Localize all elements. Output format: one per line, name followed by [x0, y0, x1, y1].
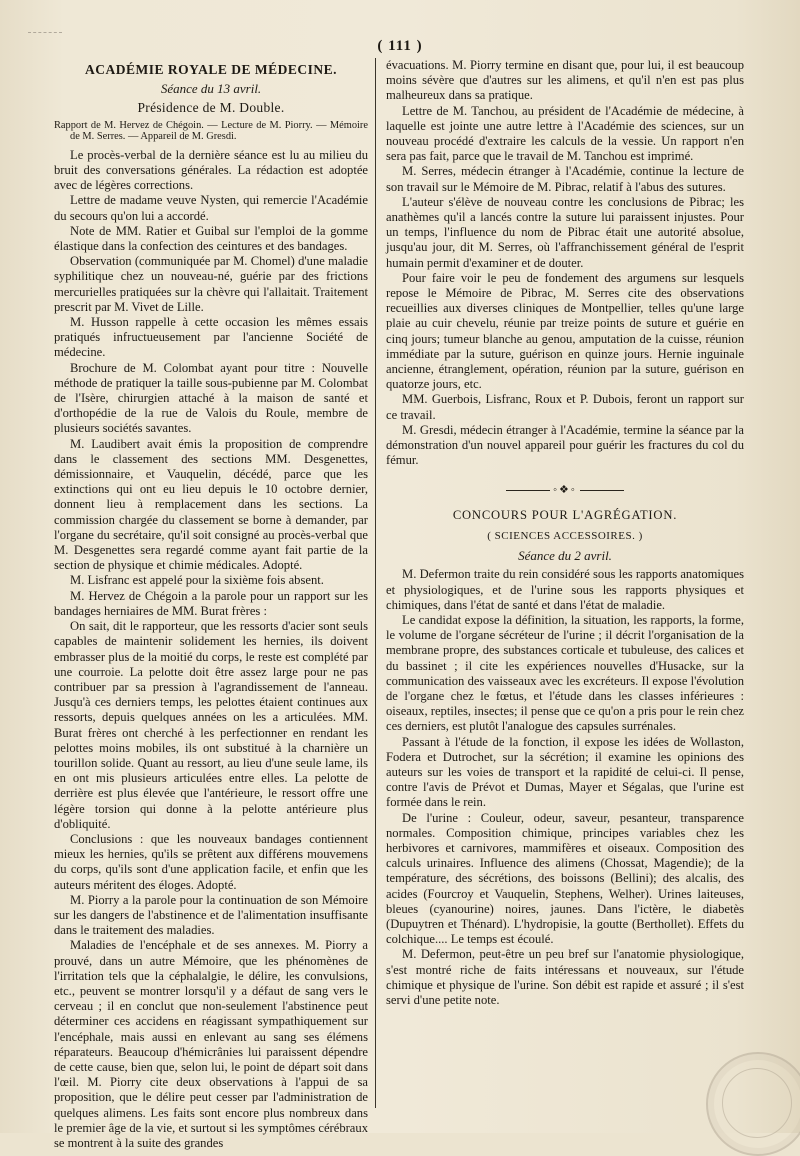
paragraph: M. Defermon traite du rein considéré sous les rapports anatomiques et physiologiques, et de l'urine sous les rapports physiques et chimiques, dans l'état de santé et dans l'état de maladie.: [386, 567, 744, 612]
stamp-inner-ring: [722, 1068, 792, 1138]
session-summary: Rapport de M. Hervez de Chégoin. — Lecture de M. Piorry. — Mémoire de M. Serres. — Appareil de M. Gresdi.: [54, 119, 368, 143]
paragraph: Lettre de M. Tanchou, au président de l'Académie de médecine, à laquelle est jointe une autre lettre à l'Académie des sciences, sur un nouveau procédé d'extraire les calculs de la vessie. Un rapport n'en sera pas fait, parce que le travail de M. Tanchou est imprimé.: [386, 103, 744, 164]
paragraph: Note de MM. Ratier et Guibal sur l'emploi de la gomme élastique dans la confection des ceintures et des bandages.: [54, 223, 368, 254]
paragraph: De l'urine : Couleur, odeur, saveur, pesanteur, transparence normales. Composition chimique, principes variables chez les herbivores et carnivores, mammifères et oiseaux. Composition des calculs urinaires. Influence des alimens (Chossat, Magendie); de la température, des sécrétions, des boissons (Bellini); des alcalis, des acides (Fourcroy et Vauquelin, Stephens, Welher). Urines laiteuses, bleues (cyanourine) noires, jaunes. Dans l'ictère, le diabetès (Dupuytren et Thénard). L'hydropisie, la goutte (Berthollet). Effets du colchique.... Le temps est écoulé.: [386, 810, 744, 947]
concours-heading: CONCOURS POUR L'AGRÉGATION.: [452, 507, 678, 522]
paragraph: M. Hervez de Chégoin a la parole pour un rapport sur les bandages herniaires de MM. Burat frères :: [54, 588, 368, 618]
paragraph: Brochure de M. Colombat ayant pour titre : Nouvelle méthode de pratiquer la taille sous-pubienne par M. Colombat de l'Isère, chirurgien attaché à la maison de santé et d'orthopédie de la rue de Valois du Roule, membre de plusieurs sociétés savantes.: [54, 360, 368, 436]
paragraph: M. Piorry a la parole pour la continuation de son Mémoire sur les dangers de l'abstinence et de l'alimentation insuffisante dans le traitement des maladies.: [54, 892, 368, 938]
paragraph: M. Defermon, peut-être un peu bref sur l'anatomie physiologique, s'est montré riche de faits intéressans et nouveaux, sur l'étude chimique et physique de l'urine. Son débit est rapide et assuré ; il s'est servi d'une petite note.: [386, 947, 744, 1008]
library-stamp: [706, 1052, 800, 1156]
column-divider: [375, 58, 376, 1108]
ornament-line: [580, 490, 624, 491]
concours-subheading: ( SCIENCES ACCESSOIRES. ): [487, 529, 643, 542]
page-number: ( 111 ): [377, 38, 423, 54]
section-heading: ACADÉMIE ROYALE DE MÉDECINE.: [84, 62, 338, 77]
paragraph: M. Serres, médecin étranger à l'Académie, continue la lecture de son travail sur le Mémoire de M. Pibrac, relatif à l'abus des sutures.: [386, 164, 744, 194]
paragraph: L'auteur s'élève de nouveau contre les conclusions de Pibrac; les anathèmes qu'il a lancés contre la suture lui paraissent injustes. Pour un temps, l'influence du nom de Pibrac était une autorité absolue, jusqu'au jour, dit M. Serres, où l'affranchissement général de l'esprit humain permit d'examiner et de douter.: [386, 194, 744, 270]
paragraph: On sait, dit le rapporteur, que les ressorts d'acier sont seuls capables de maintenir solidement les hernies, ils doivent embrasser plus de la moitié du corps, le reste est complété par une courroie. La pelotte doit être assez large pour ne pas contribuer par sa pression à l'agrandissement de l'anneau. Jusqu'à ces derniers temps, les pelottes étaient continues aux ressorts, depuis quelques années on les a articulées. MM. Burat frères ont cherché à les perfectionner en rendant les pelottes moins mobiles, ils ont substitué à la charnière un tourillon solide. Quant au ressort, au lieu d'une seule lame, ils en ont mis plusieurs articulées entre elles. La pelotte de derrière est plus élevée que l'antérieure, le ressort offre une légère torsion qui donne à la pelotte antérieure plus d'obliquité.: [54, 619, 368, 831]
left-column: [54, 58, 368, 1151]
paragraph: M. Laudibert avait émis la proposition de comprendre dans le classement des sections MM. Desgenettes, démissionnaire, et Vauquelin, décédé, parce que les extinctions qui ont eu lieu depuis le 10 octobre dernier, donnent lieu à remplacement dans les sections. La commission chargée du classement se borne à demander, par l'organe du secrétaire, qu'il soit consigné au procès-verbal que M. Desgenettes sera regardé comme ayant fait partie de la section de physique et chimie médicales. Adopté.: [54, 436, 368, 573]
presidence-line: Présidence de M. Double.: [137, 100, 285, 116]
paragraph: Passant à l'étude de la fonction, il expose les idées de Wollaston, Fodera et Dutrochet, sur la sécrétion; il examine les opinions des auteurs sur les voies de transport et la rapidité de celui-ci. Il pense, contre l'avis de Prévot et Dumas, Mayer et Ségalas, que l'urine est formée dans le rein.: [386, 734, 744, 810]
paragraph: M. Gresdi, médecin étranger à l'Académie, termine la séance par la démonstration d'un nouvel appareil pour guérir les fractures du col du fémur.: [386, 422, 744, 468]
pencil-mark: [28, 32, 62, 36]
paragraph: Lettre de madame veuve Nysten, qui remercie l'Académie du secours qu'on lui a accordé.: [54, 193, 368, 223]
paragraph: Le procès-verbal de la dernière séance est lu au milieu du bruit des conversations générales. La rédaction est adoptée avec de légères corrections.: [54, 147, 368, 193]
paragraph: MM. Guerbois, Lisfranc, Roux et P. Dubois, feront un rapport sur ce travail.: [386, 392, 744, 422]
right-column: [386, 58, 744, 1008]
paragraph: M. Lisfranc est appelé pour la sixième fois absent.: [70, 573, 324, 588]
seance-date-2: Séance du 2 avril.: [518, 548, 612, 564]
seance-date: Séance du 13 avril.: [160, 81, 262, 97]
ornament-flourish: ◦❖◦: [553, 483, 577, 496]
paragraph: Observation (communiquée par M. Chomel) d'une maladie syphilitique chez un nouveau-né, guérie par des frictions mercurielles pratiquées sur la chèvre qui l'allaitait. Traitement prescrit par M. Vivet de Lille.: [54, 254, 368, 314]
paragraph: Le candidat expose la définition, la situation, les rapports, la forme, le volume de l'organe sécréteur de l'urine ; il décrit l'organisation de la membrane propre, des substances corticale et tubuleuse, des calices et du bassinet ; il cite les expériences nouvelles d'Husacke, sur la communication des vaisseaux avec les excréteurs. Il expose l'évolution de l'organe chez le fœtus, et l'étude dans les classes inférieures : oiseaux, reptiles, insectes; il pense que ce qu'on a pris pour le rein chez ces derniers, est plutôt l'analogue des capsules surrénales.: [386, 613, 744, 734]
section-ornament: [386, 482, 744, 497]
paragraph: Maladies de l'encéphale et de ses annexes. M. Piorry a prouvé, dans un autre Mémoire, que les phénomènes de l'irritation tels que la céphalalgie, le délire, les convulsions, etc., peuvent se montrer lorsqu'il y a défaut de sang vers le cerveau ; il en conclut que non-seulement l'abstinence peut déterminer ces accidens en réagissant sympathiquement sur l'encéphale, mais aussi en enlevant au sang ses élémens réparateurs. Beaucoup d'hémicrânies lui paraissent dépendre de cette cause, bien que, selon lui, le point de départ soit dans l'œil. M. Piorry cite deux observations à l'appui de sa proposition, que le délire peut cesser par l'administration de quelques alimens. Les faits sont encore plus nombreux dans le premier âge de la vie, et surtout si les symptômes cérébraux se montrent à la suite des grandes: [54, 938, 368, 1150]
paragraph: M. Husson rappelle à cette occasion les mêmes essais pratiqués infructueusement par l'ancienne Société de médecine.: [54, 315, 368, 360]
paragraph: évacuations. M. Piorry termine en disant que, pour lui, il est beaucoup moins sévère que d'autres sur les alimens, et qu'il n'en est pas plus malheureux dans sa pratique.: [386, 58, 744, 103]
ornament-line: [506, 490, 550, 491]
paragraph: Pour faire voir le peu de fondement des argumens sur lesquels repose le Mémoire de Pibrac, M. Serres cite des observations recueillies aux diverses cliniques de Montpellier, telles qu'une large plaie au cuir chevelu, réunie par treize points de suture et guérie en cinq jours; tumeur blanche au genou, amputation de la cuisse, réunion immédiate par la suture, guérison en quinze jours. Hernie inguinale ancienne, étranglement, opération, réunion par la suture, guérison en quatorze jours, etc.: [386, 270, 744, 392]
paragraph: Conclusions : que les nouveaux bandages contiennent mieux les hernies, qu'ils se prêtent aux différens mouvemens du corps, qu'ils sont d'une application facile, et enfin que les auteurs méritent des éloges. Adopté.: [54, 831, 368, 892]
